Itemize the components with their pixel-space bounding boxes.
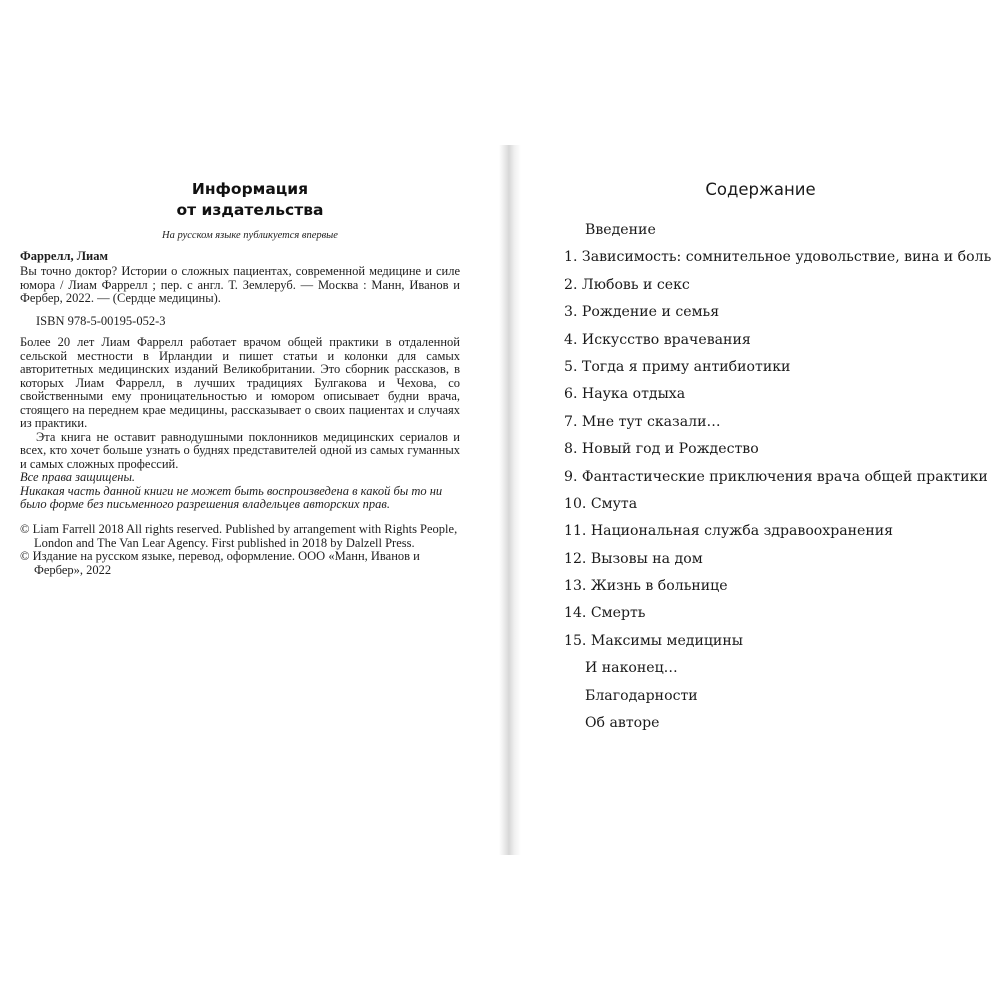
rights-line: Никакая часть данной книги не может быть воспроизведена в какой бы то ни было форме без письменного разрешения владельцев авторских прав. (20, 483, 443, 511)
toc-item: И наконец… (585, 660, 678, 677)
book-annotation (20, 336, 460, 471)
copyright-line: © Liam Farrell 2018 All rights reserved. Published by arrangement with Rights People, London and The Van Lear Agency. First published in 2018 by Dalzell Press. (20, 522, 458, 550)
copyright-line: © Издание на русском языке, перевод, оформление. ООО «Манн, Иванов и Фербер», 2022 (20, 549, 420, 577)
copyright-block (20, 523, 460, 577)
toc-item: 2. Любовь и секс (564, 276, 690, 293)
book-spine-gutter (499, 145, 521, 855)
toc-item: 7. Мне тут сказали… (564, 413, 721, 430)
right-page (521, 0, 1000, 1000)
toc-item: 13. Жизнь в больнице (564, 578, 728, 595)
isbn: ISBN 978-5-00195-052-3 (36, 314, 166, 328)
toc-item: Благодарности (585, 687, 698, 704)
toc-item: 11. Национальная служба здравоохранения (564, 523, 894, 540)
toc-item: 9. Фантастические приключения врача общей практики (564, 468, 988, 485)
toc-title: Содержание (705, 180, 816, 199)
toc-item: 4. Искусство врачевания (564, 331, 751, 348)
toc-item: 14. Смерть (564, 605, 646, 622)
toc-item: 6. Наука отдыха (564, 386, 686, 403)
author-name: Фаррелл, Лиам (20, 249, 108, 263)
title-line: от издательства (176, 201, 324, 219)
toc-item: Введение (585, 222, 656, 238)
first-publication-note: На русском языке публикуется впервые (162, 230, 338, 241)
title-line: Информация (191, 180, 309, 198)
toc-item: 8. Новый год и Рождество (564, 441, 759, 458)
annotation-paragraph: Эта книга не оставит равнодушными поклонников медицинских сериалов и всех, кто хочет больше узнать о буднях представителей одной из самых гуманных и самых сложных профессий. (20, 429, 460, 471)
table-of-contents (564, 220, 1000, 740)
toc-item: 1. Зависимость: сомнительное удовольствие, вина и боль (564, 249, 992, 266)
toc-item: 5. Тогда я приму антибиотики (564, 358, 791, 375)
rights-notice (20, 471, 460, 512)
rights-line: Все права защищены. (20, 470, 136, 484)
toc-item: 3. Рождение и семья (564, 304, 720, 321)
bibliographic-description: Вы точно доктор? Истории о сложных пациентах, современной медицине и силе юмора / Лиам Фаррелл ; пер. с англ. Т. Землеруб. — Москва : Манн, Иванов и Фербер, 2022. — (Сердце медицины). (20, 264, 460, 305)
toc-item: 10. Смута (564, 495, 638, 512)
publisher-info-title (20, 179, 480, 221)
toc-item: Об авторе (585, 715, 660, 732)
annotation-paragraph: Более 20 лет Лиам Фаррелл работает врачом общей практики в отдаленной сельской местности в Ирландии и пишет статьи и колонки для самых авторитетных медицинских изданий Великобритании. Это сборник рассказов, в которых Лиам Фаррелл, в лучших традициях Булгакова и Чехова, со свойственными ему проницательностью и юмором описывает будни врача, стоящего на переднем крае медицины, рассказывает о своих пациентах и случаях из практики. (20, 335, 460, 430)
toc-item: 15. Максимы медицины (564, 632, 743, 649)
toc-item: 12. Вызовы на дом (564, 550, 703, 567)
